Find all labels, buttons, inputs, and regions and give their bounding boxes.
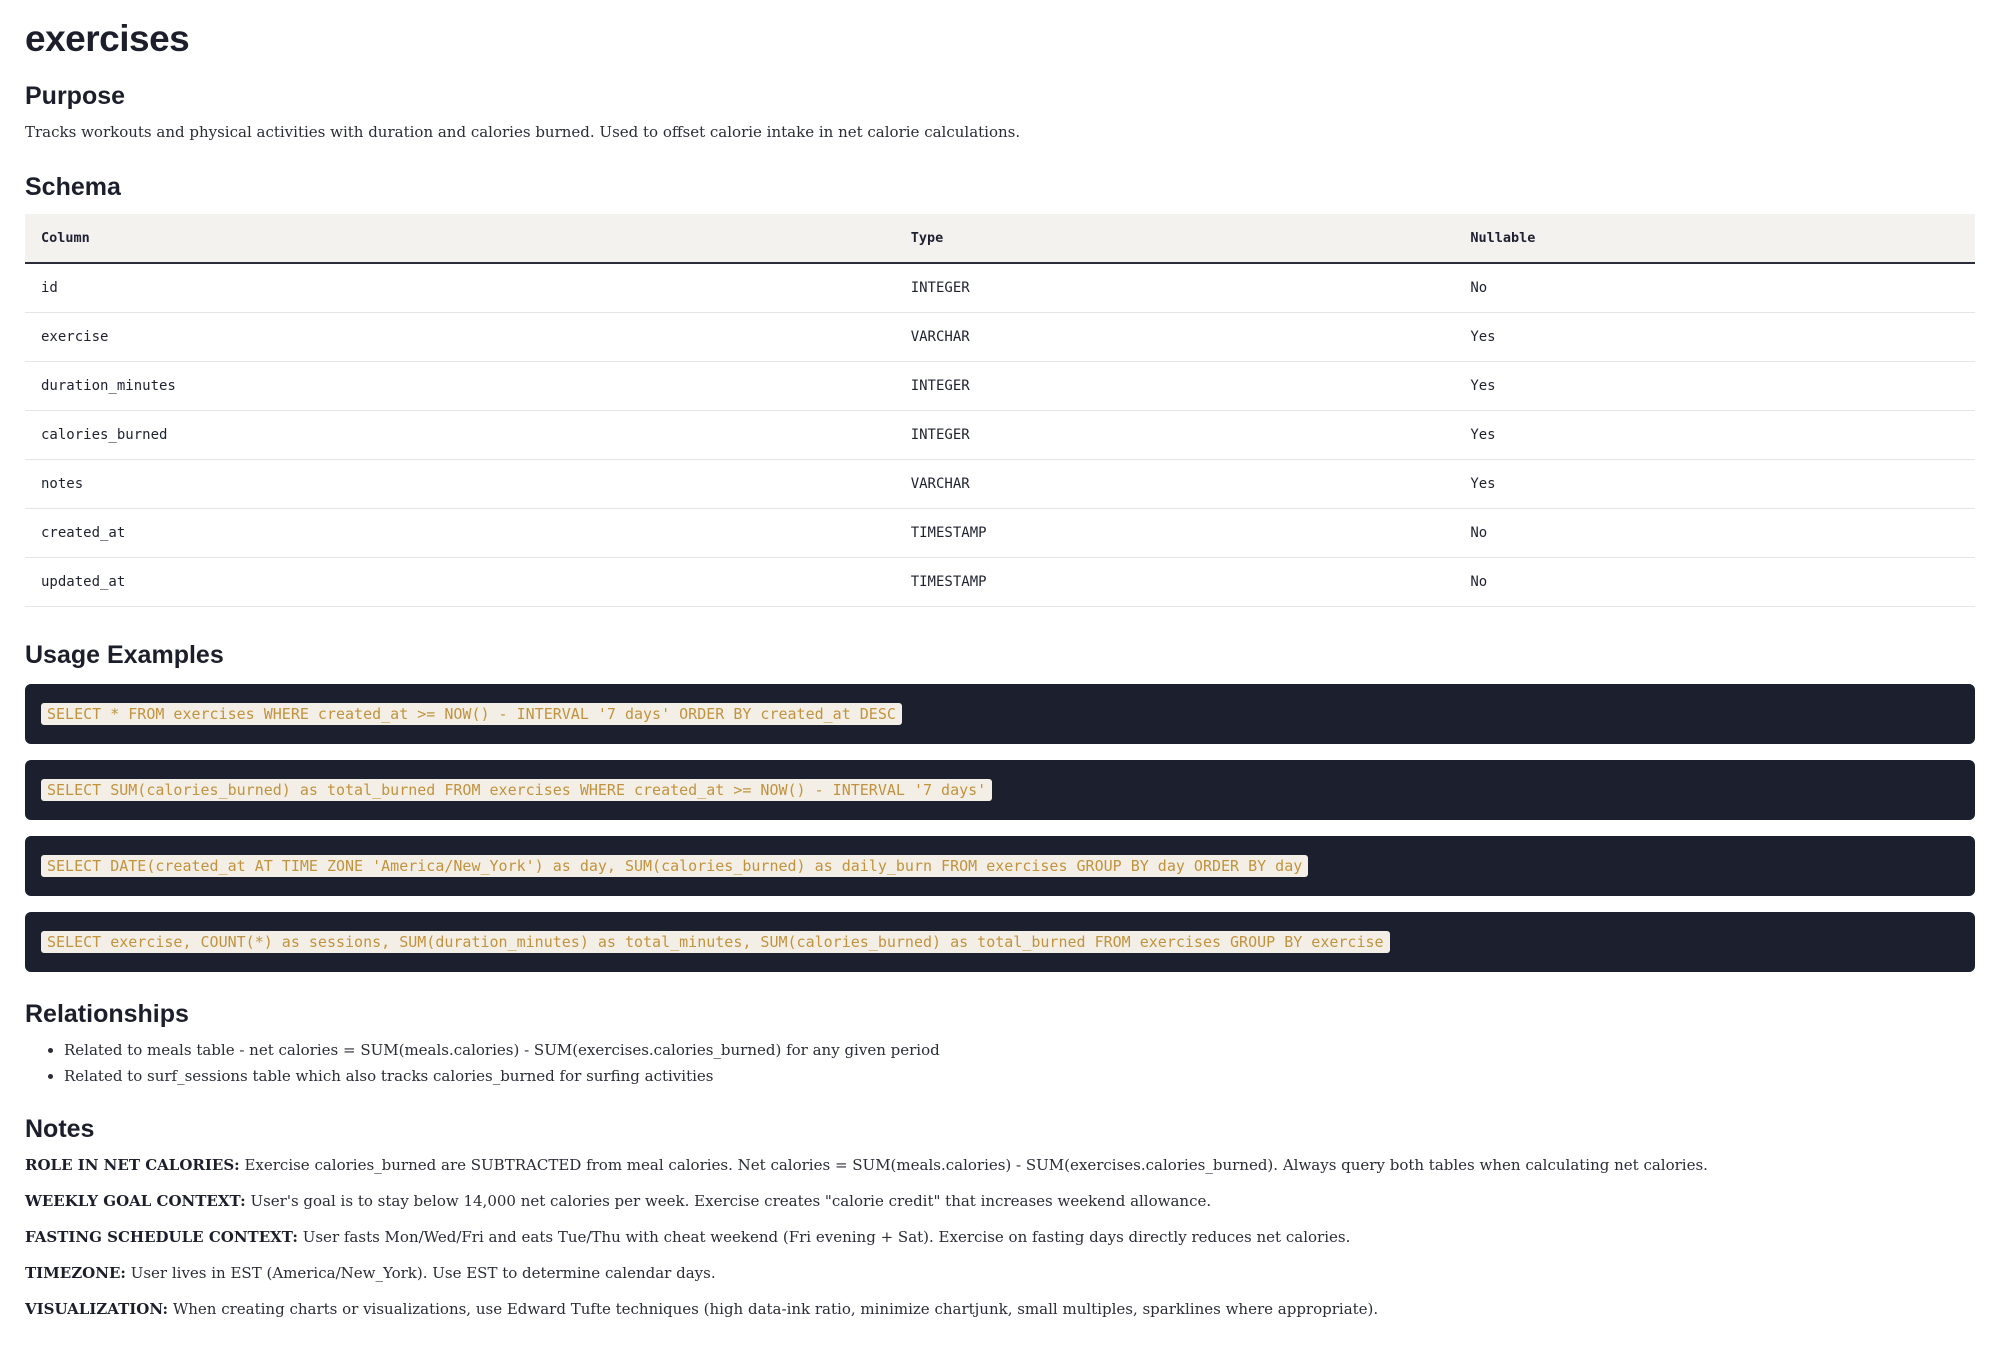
list-item: • Related to surf_sessions table which also tracks calories_burned for surfing activities <box>64 1067 1975 1085</box>
usage-section <box>25 641 1975 972</box>
table-header-row <box>25 214 1975 263</box>
purpose-text: Tracks workouts and physical activities with duration and calories burned. Used to offset calorie intake in net calorie calculations. <box>25 123 1021 141</box>
schema-section <box>25 173 1975 607</box>
schema-table <box>25 214 1975 607</box>
relationships-section <box>25 1000 1975 1085</box>
type-header: Type <box>895 214 1455 263</box>
note-text: When creating charts or visualizations, use Edward Tufte techniques (high data-ink ratio, minimize chartjunk, small multiples, sparklines where appropriate). <box>168 1300 1379 1318</box>
nullable-cell: Yes <box>1454 411 1975 460</box>
note-item <box>25 1192 1975 1210</box>
column-name-cell: updated_at <box>25 558 895 607</box>
note-label: WEEKLY GOAL CONTEXT: <box>25 1192 246 1210</box>
usage-heading: Usage Examples <box>25 641 224 669</box>
nullable-cell: Yes <box>1454 460 1975 509</box>
list-item: • Related to meals table - net calories = SUM(meals.calories) - SUM(exercises.calories_burned) for any given period <box>64 1041 1975 1059</box>
code-block <box>25 836 1975 896</box>
note-item <box>25 1300 1975 1318</box>
purpose-heading: Purpose <box>25 82 126 110</box>
code-block <box>25 912 1975 972</box>
type-cell: TIMESTAMP <box>895 558 1455 607</box>
note-label: VISUALIZATION: <box>25 1300 169 1318</box>
schema-heading: Schema <box>25 173 121 201</box>
code-block <box>25 684 1975 744</box>
type-cell: INTEGER <box>895 263 1455 313</box>
note-item <box>25 1228 1975 1246</box>
column-name-cell: exercise <box>25 313 895 362</box>
nullable-cell: No <box>1454 509 1975 558</box>
type-cell: INTEGER <box>895 411 1455 460</box>
purpose-section <box>25 82 1975 141</box>
relationships-heading: Relationships <box>25 1000 189 1028</box>
table-row <box>25 558 1975 607</box>
table-row <box>25 263 1975 313</box>
notes-section <box>25 1115 1975 1318</box>
column-name-cell: id <box>25 263 895 313</box>
nullable-cell: Yes <box>1454 362 1975 411</box>
column-name-cell: calories_burned <box>25 411 895 460</box>
table-row <box>25 362 1975 411</box>
type-cell: VARCHAR <box>895 460 1455 509</box>
table-row <box>25 313 1975 362</box>
column-name-cell: duration_minutes <box>25 362 895 411</box>
sql-example[interactable]: SELECT * FROM exercises WHERE created_at >= NOW() - INTERVAL '7 days' ORDER BY created_at DESC <box>41 703 902 725</box>
type-cell: VARCHAR <box>895 313 1455 362</box>
column-name-cell: notes <box>25 460 895 509</box>
nullable-cell: Yes <box>1454 313 1975 362</box>
table-row <box>25 460 1975 509</box>
note-item <box>25 1264 1975 1282</box>
note-item <box>25 1156 1975 1174</box>
table-row <box>25 509 1975 558</box>
note-label: TIMEZONE: <box>25 1264 126 1282</box>
nullable-cell: No <box>1454 558 1975 607</box>
column-name-cell: created_at <box>25 509 895 558</box>
note-text: User fasts Mon/Wed/Fri and eats Tue/Thu with cheat weekend (Fri evening + Sat). Exercise on fasting days directly reduces net calories. <box>297 1228 1351 1246</box>
sql-example[interactable]: SELECT DATE(created_at AT TIME ZONE 'America/New_York') as day, SUM(calories_burned) as daily_burn FROM exercises GROUP BY day ORDER BY day <box>41 855 1308 877</box>
sql-example[interactable]: SELECT exercise, COUNT(*) as sessions, SUM(duration_minutes) as total_minutes, SUM(calories_burned) as total_burned FROM exercises GROUP BY exercise <box>41 931 1390 953</box>
code-block <box>25 760 1975 820</box>
note-text: User's goal is to stay below 14,000 net calories per week. Exercise creates "calorie credit" that increases weekend allowance. <box>245 1192 1212 1210</box>
notes-heading: Notes <box>25 1115 95 1143</box>
note-text: Exercise calories_burned are SUBTRACTED from meal calories. Net calories = SUM(meals.calories) - SUM(exercises.calories_burned). Always query both tables when calculating net calories. <box>239 1156 1708 1174</box>
nullable-header: Nullable <box>1454 214 1975 263</box>
sql-example[interactable]: SELECT SUM(calories_burned) as total_burned FROM exercises WHERE created_at >= NOW() - INTERVAL '7 days' <box>41 779 992 801</box>
column-header: Column <box>25 214 895 263</box>
type-cell: INTEGER <box>895 362 1455 411</box>
page-title: exercises <box>25 18 190 59</box>
relationships-list <box>25 1041 1975 1085</box>
nullable-cell: No <box>1454 263 1975 313</box>
note-label: ROLE IN NET CALORIES: <box>25 1156 240 1174</box>
note-label: FASTING SCHEDULE CONTEXT: <box>25 1228 298 1246</box>
type-cell: TIMESTAMP <box>895 509 1455 558</box>
table-row <box>25 411 1975 460</box>
note-text: User lives in EST (America/New_York). Use EST to determine calendar days. <box>125 1264 716 1282</box>
